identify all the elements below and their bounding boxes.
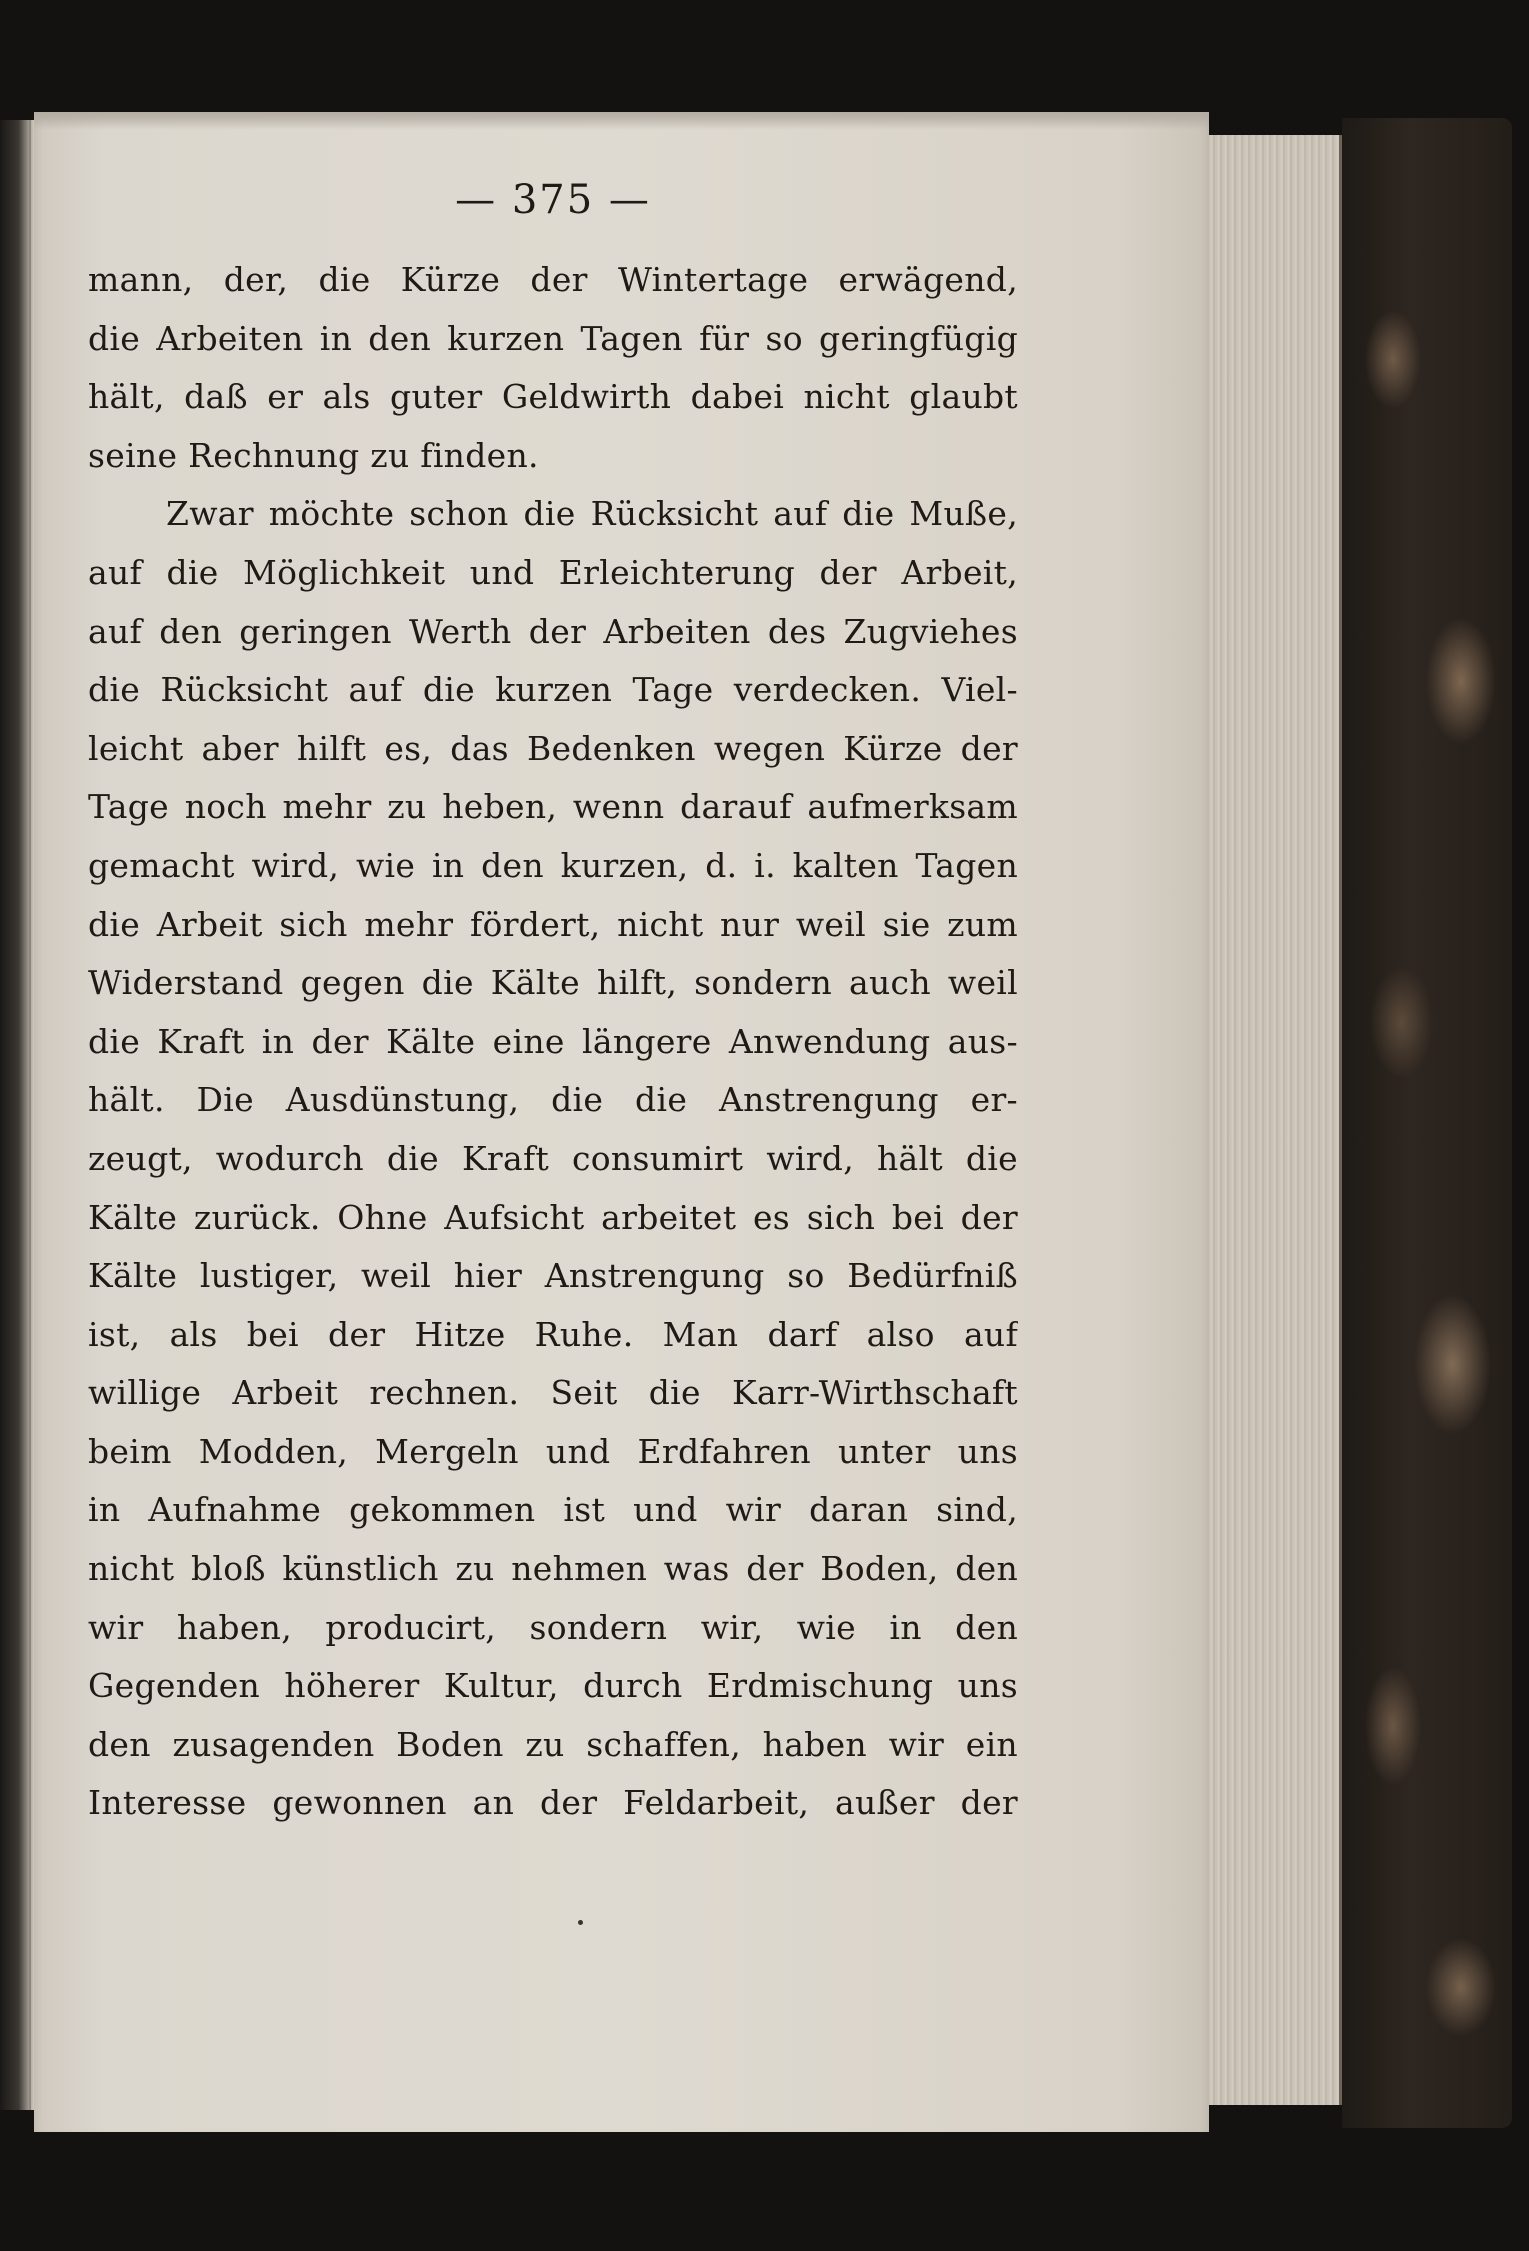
text-line: hält, daß er als guter Geldwirth dabei nicht glaubt <box>88 377 1018 417</box>
text-line: den zusagenden Boden zu schaffen, haben wir ein <box>88 1724 1018 1764</box>
text-line: die Arbeit sich mehr fördert, nicht nur weil sie zum <box>88 904 1018 944</box>
marbled-cover <box>1342 118 1512 2128</box>
text-line: Kälte zurück. Ohne Aufsicht arbeitet es sich bei der <box>88 1197 1018 1237</box>
text-line: die Rücksicht auf die kurzen Tage verdecken. Viel- <box>88 670 1018 710</box>
page-block-edges <box>1209 135 1342 2105</box>
text-line: mann, der, die Kürze der Wintertage erwägend, <box>88 260 1018 299</box>
page-number-header: — 375 — <box>455 177 651 223</box>
text-line: wir haben, producirt, sondern wir, wie in den <box>88 1607 1018 1647</box>
text-line: leicht aber hilft es, das Bedenken wegen Kürze der <box>88 728 1018 768</box>
text-line: ist, als bei der Hitze Ruhe. Man darf also auf <box>88 1314 1018 1354</box>
text-line: die Arbeiten in den kurzen Tagen für so geringfügig <box>88 318 1018 358</box>
text-line: Interesse gewonnen an der Feldarbeit, außer der <box>88 1783 1018 1823</box>
text-line: Gegenden höherer Kultur, durch Erdmischung uns <box>88 1666 1018 1706</box>
text-line: willige Arbeit rechnen. Seit die Karr-Wirthschaft <box>88 1373 1018 1413</box>
text-line: auf den geringen Werth der Arbeiten des Zugviehes <box>88 611 1018 651</box>
text-line: in Aufnahme gekommen ist und wir daran sind, <box>88 1490 1018 1530</box>
text-line: auf die Möglichkeit und Erleichterung der Arbeit, <box>88 552 1018 592</box>
facing-page-edge <box>0 120 34 2110</box>
text-line: nicht bloß künstlich zu nehmen was der Boden, den <box>88 1549 1018 1589</box>
paragraph-start-line: Zwar möchte schon die Rücksicht auf die Muße, <box>166 494 1018 534</box>
text-line: Tage noch mehr zu heben, wenn darauf aufmerksam <box>88 787 1018 827</box>
text-line: gemacht wird, wie in den kurzen, d. i. kalten Tagen <box>88 845 1018 885</box>
text-line: hält. Die Ausdünstung, die die Anstrengung er- <box>88 1080 1018 1120</box>
text-line: die Kraft in der Kälte eine längere Anwendung aus- <box>88 1021 1018 1061</box>
text-line: Kälte lustiger, weil hier Anstrengung so Bedürfniß <box>88 1256 1018 1296</box>
page-text <box>88 175 1018 1833</box>
ink-speck <box>578 1920 583 1925</box>
text-line: beim Modden, Mergeln und Erdfahren unter uns <box>88 1431 1018 1471</box>
text-line: Widerstand gegen die Kälte hilft, sondern auch weil <box>88 963 1018 1003</box>
text-line: zeugt, wodurch die Kraft consumirt wird, hält die <box>88 1138 1018 1178</box>
text-line: seine Rechnung zu finden. <box>88 435 539 475</box>
